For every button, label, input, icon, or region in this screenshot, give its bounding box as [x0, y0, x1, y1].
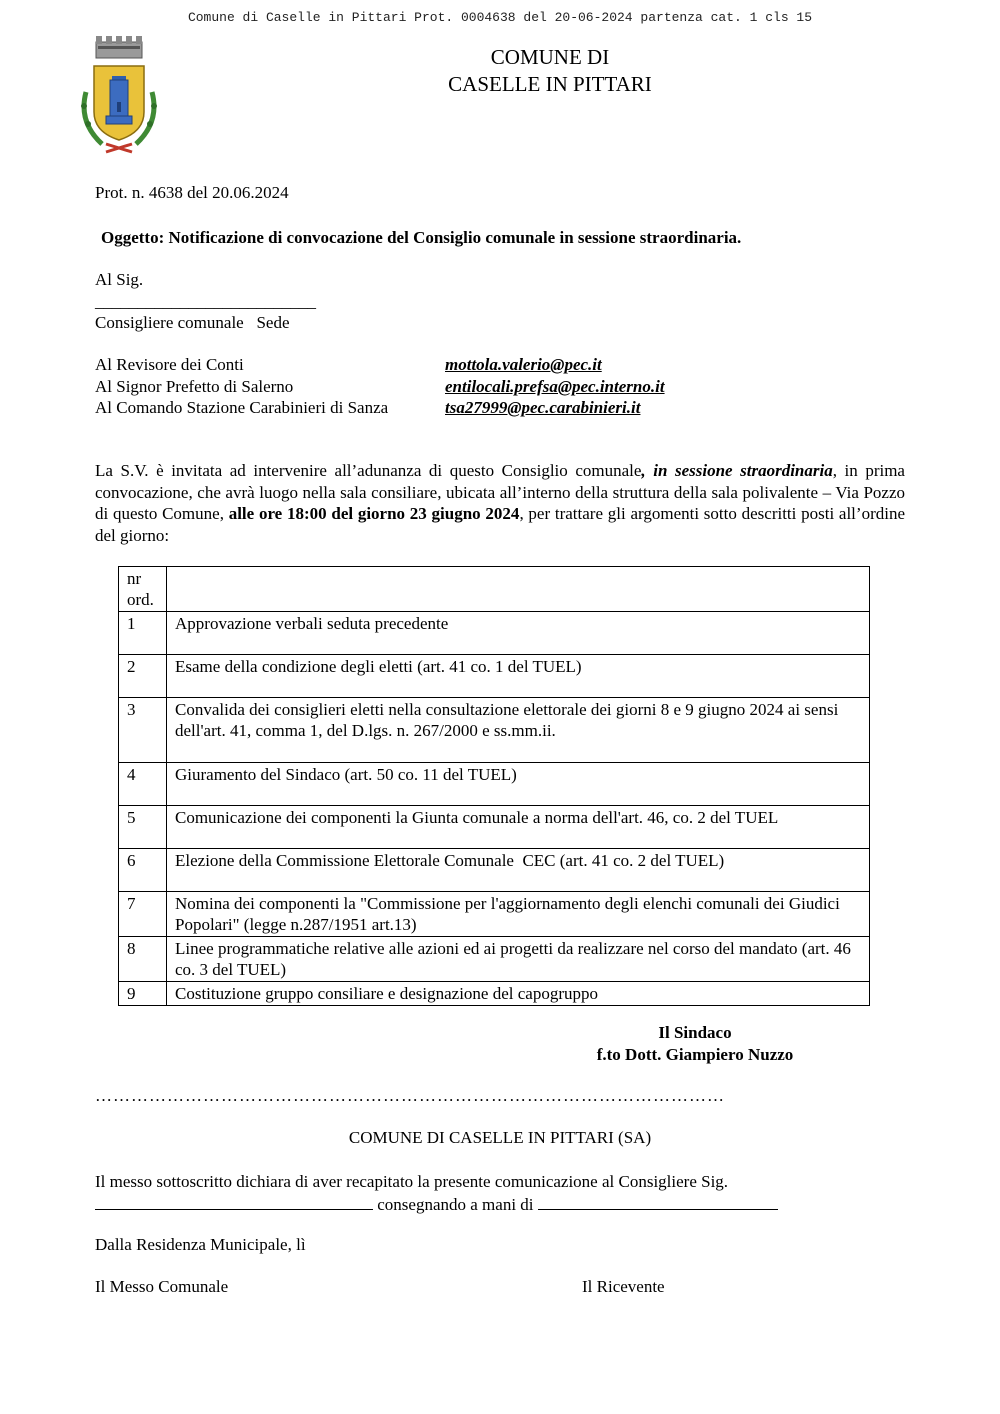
- agenda-item-text: Comunicazione dei componenti la Giunta comunale a norma dell'art. 46, co. 2 del TUEL: [167, 806, 870, 849]
- separator-line: ……………………………………………………………………………………………: [95, 1086, 725, 1105]
- receiver-signature-label: Il Ricevente: [582, 1277, 665, 1296]
- agenda-item-text: Costituzione gruppo consiliare e designazione del capogruppo: [167, 982, 870, 1006]
- signature-name: f.to Dott. Giampiero Nuzzo: [596, 1044, 794, 1064]
- agenda-item-text: Nomina dei componenti la "Commissione per l'aggiornamento degli elenchi comunali dei Giudici Popolari" (legge n.287/1951 art.13): [167, 892, 870, 937]
- agenda-row: [119, 937, 870, 982]
- messenger-signature-label: Il Messo Comunale: [95, 1277, 229, 1296]
- agenda-item-text: Giuramento del Sindaco (art. 50 co. 11 del TUEL): [167, 763, 870, 806]
- addressee-blank-line: __________________________: [95, 291, 316, 311]
- intro-text: , per trattare gli argomenti sotto descritti posti all’ordine del giorno:: [95, 504, 906, 545]
- agenda-item-text: Elezione della Commissione Elettorale Comunale CEC (art. 41 co. 2 del TUEL): [167, 849, 870, 892]
- recipients-list: [95, 354, 665, 419]
- agenda-row: [119, 806, 870, 849]
- town-line-2: CASELLE IN PITTARI: [448, 72, 652, 96]
- agenda-item-number: 9: [119, 982, 167, 1006]
- recipient-name: Al Revisore dei Conti: [95, 355, 244, 374]
- agenda-row: [119, 849, 870, 892]
- recipient-pec-link[interactable]: mottola.valerio@pec.it: [445, 355, 602, 374]
- agenda-row: [119, 892, 870, 937]
- recipient-row: [95, 354, 665, 376]
- agenda-header-blank: [167, 567, 870, 612]
- agenda-item-number: 4: [119, 763, 167, 806]
- intro-text: La S.V. è invitata ad intervenire all’adunanza di questo Consiglio comunale: [95, 461, 642, 480]
- addressee-salutation: Al Sig.: [95, 270, 144, 289]
- agenda-item-text: Linee programmatiche relative alle azioni ed ai progetti da realizzare nel corso del mandato (art. 46 co. 3 del TUEL): [167, 937, 870, 982]
- agenda-table: [118, 566, 870, 1006]
- agenda-item-number: 6: [119, 849, 167, 892]
- agenda-item-number: 8: [119, 937, 167, 982]
- town-line-1: COMUNE DI: [490, 45, 610, 69]
- recipient-row: [95, 376, 665, 398]
- recipient-name: Al Comando Stazione Carabinieri di Sanza: [95, 398, 389, 417]
- mayor-signature: [560, 1022, 830, 1065]
- agenda-item-text: Approvazione verbali seduta precedente: [167, 612, 870, 655]
- recipient-name-blank: [538, 1193, 778, 1210]
- addressee-role: Consigliere comunale Sede: [95, 313, 290, 332]
- recipient-pec-link[interactable]: tsa27999@pec.carabinieri.it: [445, 398, 641, 417]
- addressee-block: [95, 269, 316, 334]
- delivery-handover: [95, 1193, 778, 1216]
- protocol-stamp: Comune di Caselle in Pittari Prot. 0004638 del 20-06-2024 partenza cat. 1 cls 15: [187, 10, 813, 25]
- intro-session-type: , in sessione straordinaria: [641, 461, 833, 480]
- agenda-item-number: 5: [119, 806, 167, 849]
- agenda-row: [119, 612, 870, 655]
- subject-line: Oggetto: Notificazione di convocazione del Consiglio comunale in sessione straordinaria.: [101, 228, 742, 247]
- agenda-item-number: 7: [119, 892, 167, 937]
- agenda-header-nr: nr ord.: [119, 567, 167, 612]
- agenda-row: [119, 698, 870, 763]
- place-date-line: Dalla Residenza Municipale, lì: [95, 1235, 306, 1254]
- agenda-row: [119, 655, 870, 698]
- delivery-statement-text: Il messo sottoscritto dichiara di aver recapitato la presente comunicazione al Consigliere Sig.: [95, 1172, 729, 1191]
- handover-text: consegnando a mani di: [377, 1194, 534, 1214]
- agenda-row: [119, 982, 870, 1006]
- intro-text: , in prima convocazione, che avrà luogo nella sala consiliare, ubicata all’interno della struttura della sala polivalente – Via Pozzo di questo Comune,: [95, 461, 905, 523]
- delivery-statement: [95, 1171, 778, 1215]
- councillor-name-blank: [95, 1193, 373, 1210]
- town-name: [400, 44, 700, 98]
- agenda-item-number: 2: [119, 655, 167, 698]
- convocation-paragraph: [95, 460, 905, 546]
- recipient-pec-link[interactable]: entilocali.prefsa@pec.interno.it: [445, 376, 665, 396]
- agenda-item-number: 3: [119, 698, 167, 763]
- protocol-number: Prot. n. 4638 del 20.06.2024: [95, 183, 289, 202]
- recipient-row: [95, 397, 665, 419]
- agenda-item-text: Esame della condizione degli eletti (art. 41 co. 1 del TUEL): [167, 655, 870, 698]
- agenda-header-row: [119, 567, 870, 612]
- agenda-item-number: 1: [119, 612, 167, 655]
- town-coat-of-arms-icon: [76, 32, 162, 158]
- agenda-row: [119, 763, 870, 806]
- intro-date-time: alle ore 18:00 del giorno 23 giugno 2024: [228, 504, 520, 523]
- agenda-item-text: Convalida dei consiglieri eletti nella consultazione elettorale dei giorni 8 e 9 giugno 2024 ai sensi dell'art. 41, comma 1, del D.lgs. n. 267/2000 e ss.mm.ii.: [167, 698, 870, 763]
- recipient-name: Al Signor Prefetto di Salerno: [95, 376, 294, 396]
- signature-role: Il Sindaco: [658, 1023, 732, 1042]
- delivery-title: COMUNE DI CASELLE IN PITTARI (SA): [348, 1128, 652, 1147]
